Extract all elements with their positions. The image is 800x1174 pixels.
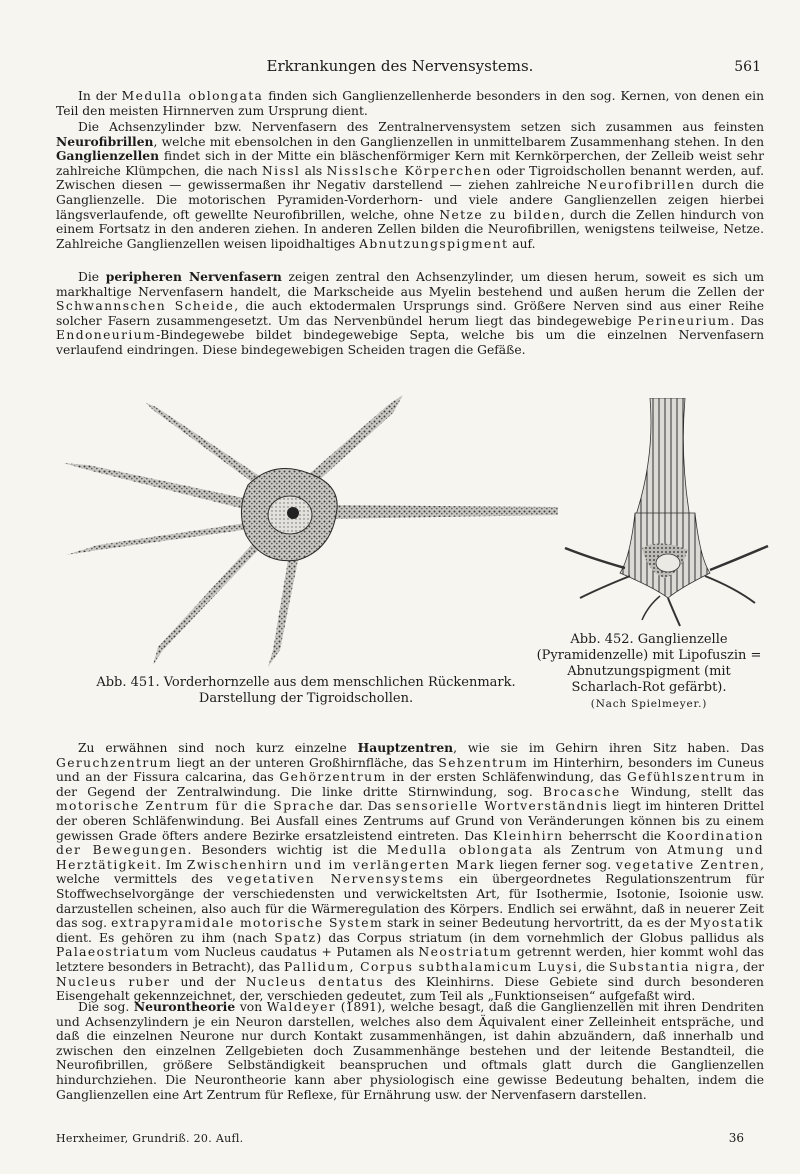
- paragraph-neurontheorie: Die sog. Neurontheorie von Waldeyer (1891), welche besagt, daß die Ganglienzellen mit ihren Dendriten und Achsenzylindern je ein Neuron darstellen, welches also dem Äquivalent einer Zelleinheit entspräche, und daß die einzelnen Neurone nur durch Kontakt zusammenhängen, ist dahin abzuändern, daß innerhalb und zwischen den einzelnen Zellgebieten doch Zusammenhänge bestehen und der leitende Bestandteil, die Neurofibrillen, größere Selbständigkeit beanspruchen und oftmals glatt durch die Ganglienzellen hindurchziehen. Die Neurontheorie kann aber physiologisch eine gewisse Bedeutung behalten, indem die Ganglienzellen eine Art Zentrum für Reflexe, für Ernährung usw. der Nervenfasern darstellen.: [56, 999, 764, 1102]
- page-number: 561: [734, 59, 761, 75]
- footer-source: Herxheimer, Grundriß. 20. Aufl.: [56, 1132, 244, 1145]
- paragraph-periphere-nervenfasern: Die peripheren Nervenfasern zeigen zentral den Achsenzylinder, um diesen herum, soweit es sich um markhaltige Nervenfasern handelt, die Markscheide aus Myelin bestehend und außen herum die Zellen der Schwannschen Scheide, die auch ektodermalen Ursprungs sind. Größere Nerven sind aus einer Reihe solcher Fasern zusammengesetzt. Um das Nervenbündel herum liegt das bindegewebige Perineurium. Das Endoneurium-Bindegewebe bildet bindegewebige Septa, welche bis um die einzelnen Nervenfasern verlaufend eindringen. Diese bindegewebigen Scheiden tragen die Gefäße.: [56, 269, 764, 357]
- figure-452-caption: Abb. 452. Ganglienzelle (Pyramidenzelle) mit Lipofuszin = Abnutzungspigment (mit Scharlach-Rot gefärbt).: [536, 632, 762, 695]
- figure-452-credit: (Nach Spielmeyer.): [590, 698, 708, 710]
- running-header: Erkrankungen des Nervensystems.: [266, 57, 534, 75]
- figure-451-image: [58, 385, 558, 670]
- figure-451-caption: Abb. 451. Vorderhornzelle aus dem menschlichen Rückenmark. Darstellung der Tigroidschollen.: [96, 675, 516, 706]
- paragraph-medulla: In der Medulla oblongata finden sich Ganglienzellenherde besonders in den sog. Kernen, von denen ein Teil den meisten Hirnnerven zum Ursprung dient.: [56, 89, 765, 118]
- figure-452-caption-block: [534, 632, 764, 712]
- paragraph-hauptzentren: Zu erwähnen sind noch kurz einzelne Hauptzentren, wie sie im Gehirn ihren Sitz haben. Das Geruchzentrum liegt an der unteren Großhirnfläche, das Sehzentrum im Hinterhirn, besonders im Cuneus und an der Fissura calcarina, das Gehörzentrum in der ersten Schläfenwindung, das Gefühlszentrum in der Gegend der Zentralwindung. Die linke dritte Stirnwindung, sog. Brocasche Windung, stellt das motorische Zentrum für die Sprache dar. Das sensorielle Wortverständnis liegt im hinteren Drittel der oberen Schläfenwindung. Bei Ausfall eines Zentrums auf Grund von Veränderungen können bis zu einem gewissen Grade öfters andere Bezirke ersatzleistend eintreten. Das Kleinhirn beherrscht die Koordination der Bewegungen. Besonders wichtig ist die Medulla oblongata als Zentrum von Atmung und Herztätigkeit. Im Zwischenhirn und im verlängerten Mark liegen ferner sog. vegetative Zentren, welche vermittels des vegetativen Nervensystems ein übergeordnetes Regulationszentrum für Stoffwechselvorgänge der verschiedensten und verwickeltsten Art, für Isothermie, Isotonie, Isoionie usw. darzustellen scheinen, also auch für die Wärmeregulation des Körpers. Endlich sei erwähnt, daß in neuerer Zeit das sog. extrapyramidale motorische System stark in seiner Bedeutung hervortritt, da es der Myostatik dient. Es gehören zu ihm (nach Spatz) das Corpus striatum (in dem vornehmlich der Globus pallidus als Palaeostriatum vom Nucleus caudatus + Putamen als Neostriatum getrennt werden, hier kommt wohl das letztere besonders in Betracht), das Pallidum, Corpus subthalamicum Luysi, die Substantia nigra, der Nucleus ruber und der Nucleus dentatus des Kleinhirns. Diese Gebiete sind durch besonderen Eisengehalt gekennzeichnet, der, verschieden gedeutet, zum Teil als „Funktionseisen“ aufgefaßt wird.: [56, 740, 765, 1004]
- paragraph-neurofibrillen: Die Achsenzylinder bzw. Nervenfasern des Zentralnervensystem setzen sich zusammen aus feinsten Neurofibrillen, welche mit ebensolchen in den Ganglienzellen in unmittelbarem Zusammenhang stehen. In den Ganglienzellen findet sich in der Mitte ein bläschenförmiger Kern mit Kernkörperchen, der Zelleib weist sehr zahlreiche Klümpchen, die nach Nissl als Nisslsche Körperchen oder Tigroidschollen benannt werden, auf. Zwischen diesen — gewissermaßen ihr Negativ darstellend — ziehen zahlreiche Neurofibrillen durch die Ganglienzelle. Die motorischen Pyramiden-Vorderhorn- und viele andere Ganglienzellen zeigen hierbei längsverlaufende, oft gewellte Neurofibrillen, welche, ohne Netze zu bilden, durch die Zellen hindurch von einem Fortsatz in den anderen ziehen. In anderen Zellen bilden die Neurofibrillen, wenigstens teilweise, Netze. Zahlreiche Ganglienzellen weisen lipoidhaltiges Abnutzungspigment auf.: [56, 120, 764, 251]
- footer-sheet-number: 36: [728, 1131, 744, 1145]
- figure-452-image: [560, 398, 770, 628]
